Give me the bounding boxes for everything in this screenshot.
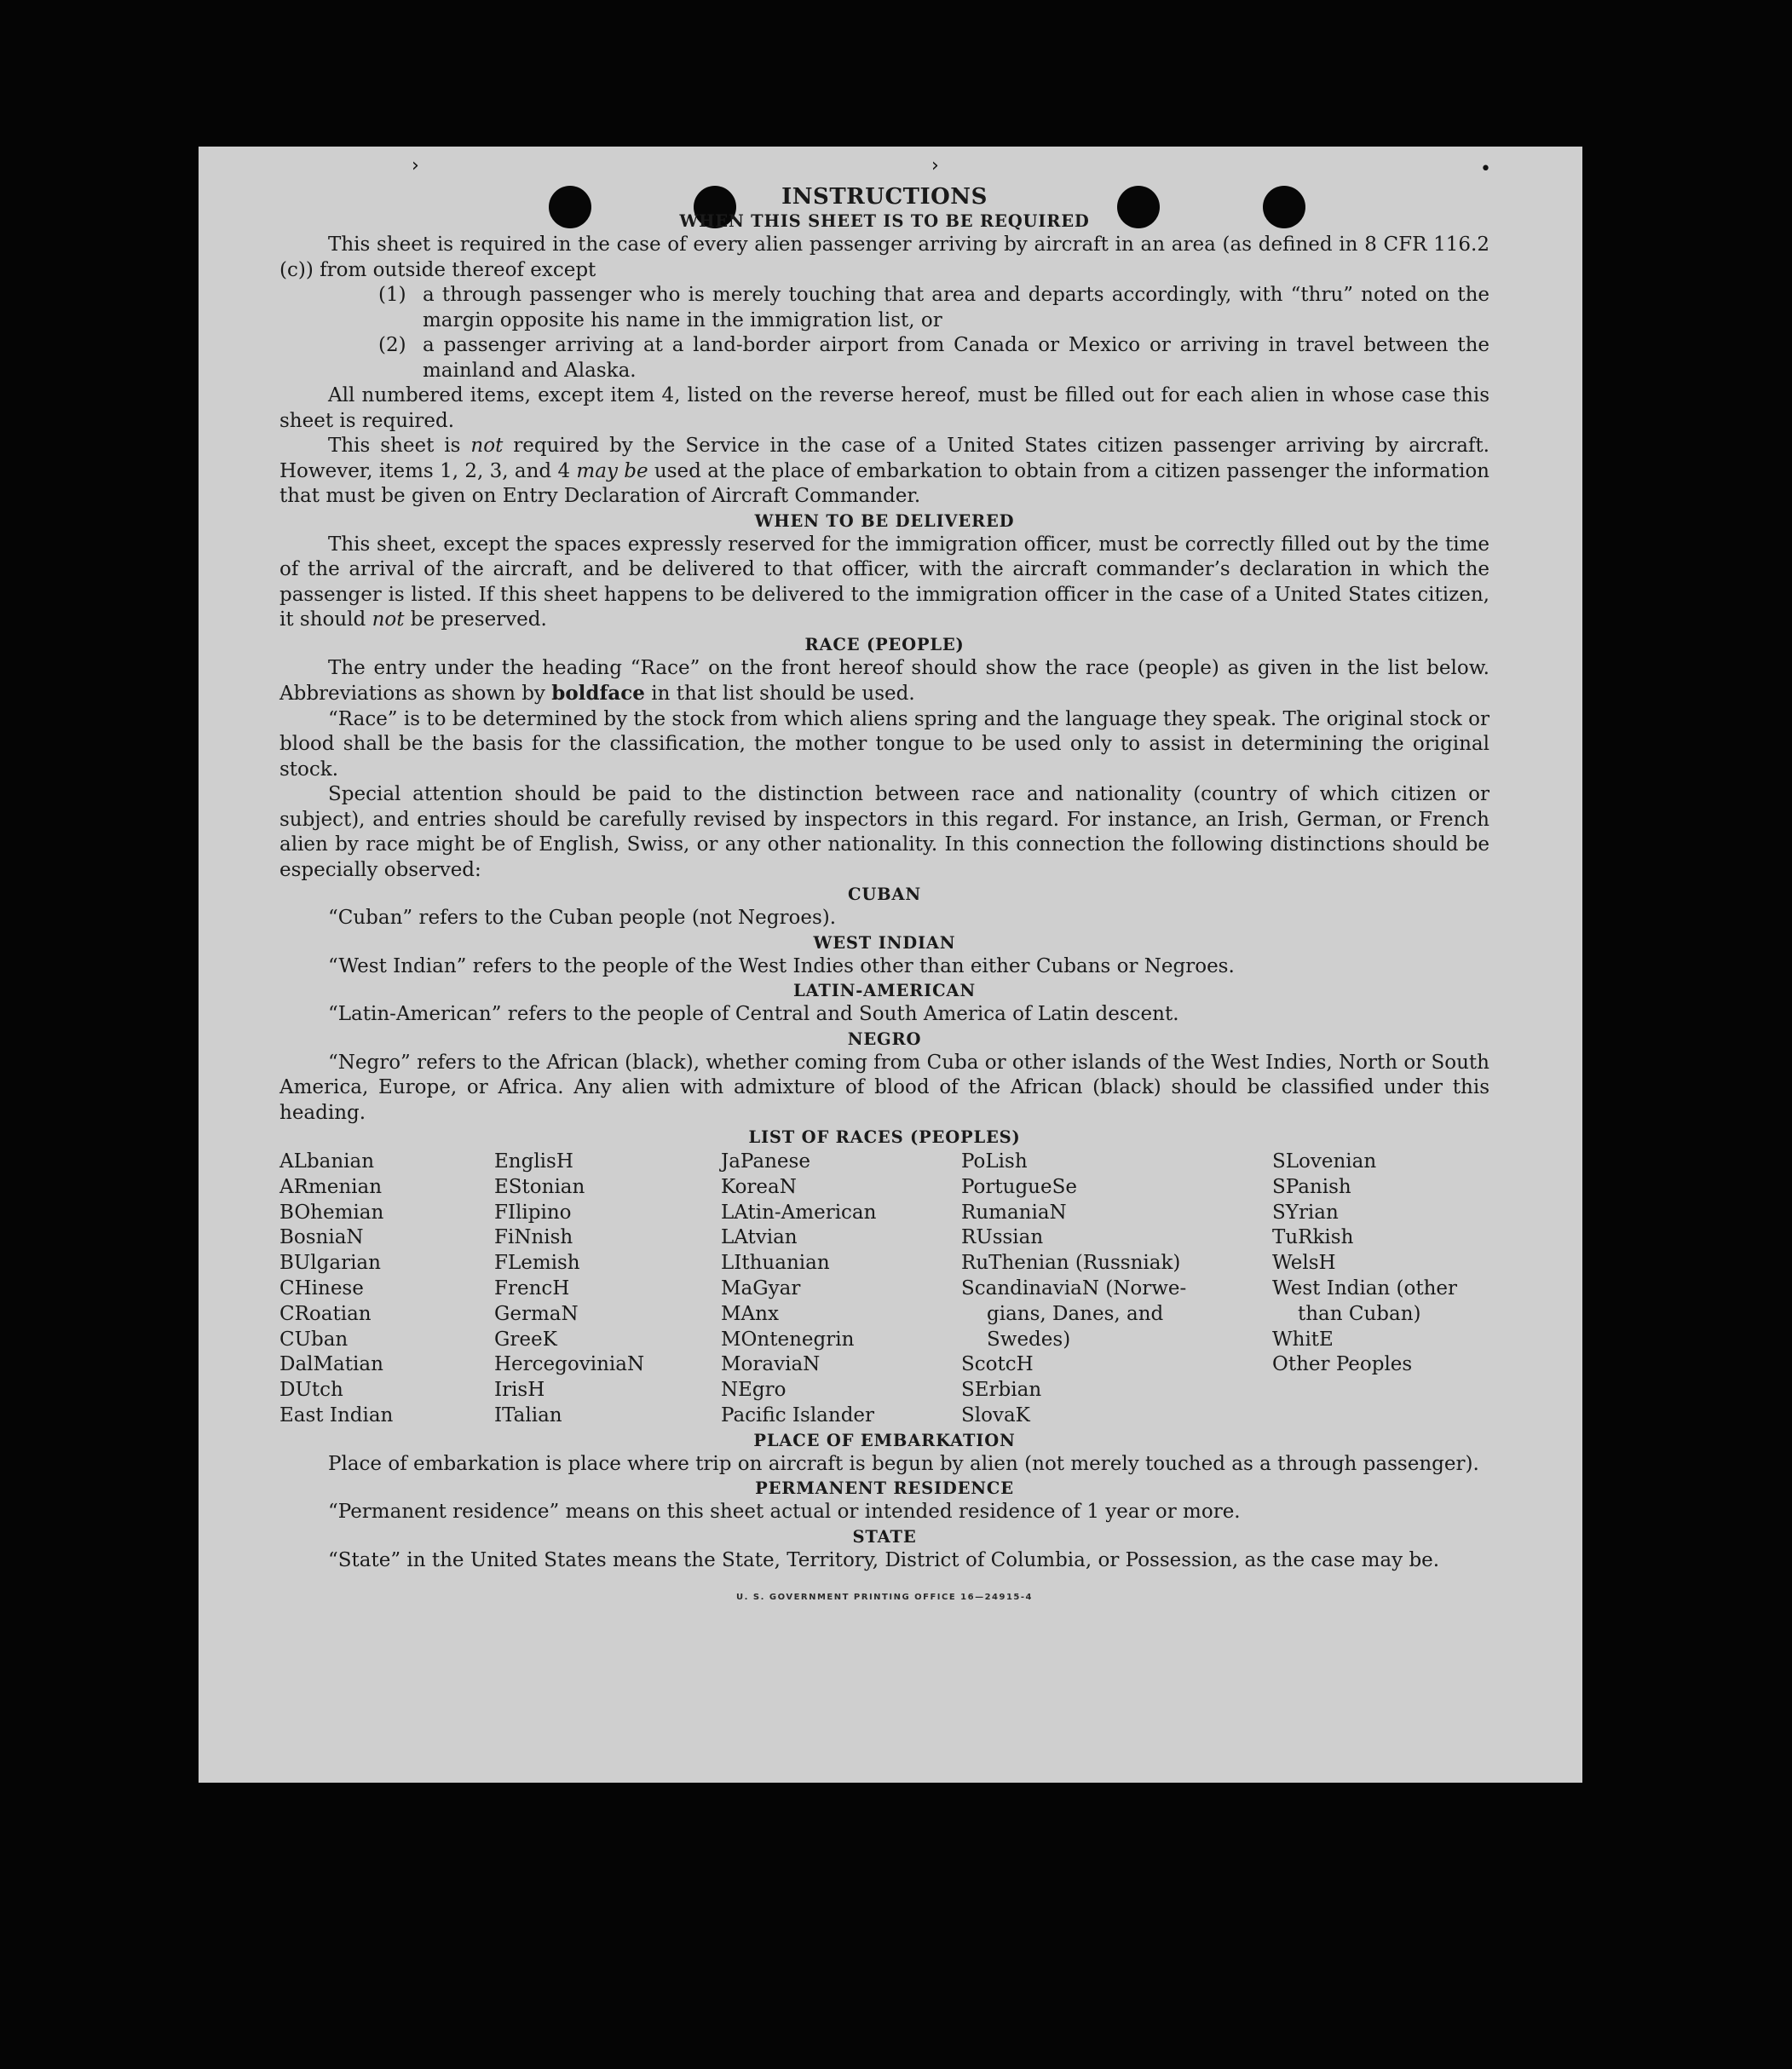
race-entry-continued: gians, Danes, and xyxy=(987,1302,1164,1325)
race-entry: LIthuanian xyxy=(721,1252,830,1275)
race-entry: LAtin-American xyxy=(721,1201,877,1224)
instructions-content xyxy=(279,184,1489,1611)
section-heading-state: STATE xyxy=(852,1526,917,1547)
race-entry: CRoatian xyxy=(279,1302,372,1325)
race-entry: GermaN xyxy=(494,1302,579,1325)
race-entry: Pacific Islander xyxy=(721,1403,875,1426)
race-entry: CUban xyxy=(279,1328,349,1351)
race-entry: HercegoviniaN xyxy=(494,1353,645,1376)
race-entry: BOhemian xyxy=(279,1201,384,1224)
race-entry: BUlgarian xyxy=(279,1252,381,1275)
section-heading-residence: PERMANENT RESIDENCE xyxy=(755,1478,1014,1499)
cuban-paragraph: “Cuban” refers to the Cuban people (not Negroes). xyxy=(328,907,837,929)
race-entry: SlovaK xyxy=(961,1403,1030,1426)
page-title: INSTRUCTIONS xyxy=(781,184,988,210)
race-entry: Other Peoples xyxy=(1272,1353,1413,1376)
exception-item xyxy=(378,333,1489,383)
race-entry: FLemish xyxy=(494,1252,580,1275)
section-heading-embarkation: PLACE OF EMBARKATION xyxy=(753,1430,1016,1450)
item-text: a passenger arriving at a land-border airport from Canada or Mexico or arriving in travel between the mainland and Alaska. xyxy=(423,334,1489,382)
race-entry: East Indian xyxy=(279,1403,394,1426)
race-entry: DUtch xyxy=(279,1379,343,1402)
race-entry: ITalian xyxy=(494,1403,562,1426)
race-entry: FrencH xyxy=(494,1277,570,1300)
races-list xyxy=(279,1150,1489,1429)
race-entry: MaGyar xyxy=(721,1277,801,1300)
race-entry: PortugueSe xyxy=(961,1175,1077,1198)
item-number: (1) xyxy=(378,284,406,306)
race-entry: ALbanian xyxy=(279,1150,375,1173)
negro-paragraph: “Negro” refers to the African (black), whether coming from Cuba or other islands of the West Indies, North or South America, Europe, or Africa. Any alien with admixture of blood of the African (black) should be classified under this heading. xyxy=(279,1051,1489,1124)
race-entry: MOntenegrin xyxy=(721,1328,855,1351)
section-heading-latin-american: LATIN-AMERICAN xyxy=(793,981,976,1000)
numbered-items-paragraph: All numbered items, except item 4, listed on the reverse hereof, must be filled out for each alien in whose case this sheet is required. xyxy=(279,384,1489,432)
item-text: a through passenger who is merely touching that area and departs accordingly, with “thru” noted on the margin opposite his name in the immigration list, or xyxy=(423,284,1489,331)
exception-item xyxy=(378,283,1489,333)
race-entry: SPanish xyxy=(1272,1175,1351,1198)
race-entry: GreeK xyxy=(494,1328,557,1351)
race-entry: PoLish xyxy=(961,1150,1028,1173)
race-paragraph-3: Special attention should be paid to the distinction between race and nationality (country of which citizen or subject), and entries should be carefully revised by inspectors in this regard. For instance, an Irish, German, or French alien by race might be of English, Swiss, or any other nationality. In this connection the following distinctions should be especially observed: xyxy=(279,783,1489,881)
latin-american-paragraph: “Latin-American” refers to the people of Central and South America of Latin descent. xyxy=(328,1003,1179,1025)
race-entry: RumaniaN xyxy=(961,1201,1067,1224)
race-entry: IrisH xyxy=(494,1379,545,1402)
speck: › xyxy=(931,155,939,176)
required-intro: This sheet is required in the case of every alien passenger arriving by aircraft in an area (as defined in 8 CFR 116.2 (c)) from outside thereof except xyxy=(279,233,1489,281)
race-entry: MAnx xyxy=(721,1302,779,1325)
race-entry-continued: than Cuban) xyxy=(1298,1302,1421,1325)
item-number: (2) xyxy=(378,334,406,356)
races-column xyxy=(961,1150,1272,1429)
residence-paragraph: “Permanent residence” means on this sheet actual or intended residence of 1 year or more. xyxy=(328,1501,1241,1524)
race-entry: SYrian xyxy=(1272,1201,1339,1224)
state-paragraph: “State” in the United States means the State, Territory, District of Columbia, or Possession, as the case may be. xyxy=(328,1548,1440,1571)
citizen-paragraph: This sheet is not required by the Service in the case of a United States citizen passenger arriving by aircraft. However, items 1, 2, 3, and 4 may be used at the place of embarkation to obtain from a citizen passenger the information that must be given on Entry Declaration of Aircraft Commander. xyxy=(279,435,1489,507)
race-entry: CHinese xyxy=(279,1277,364,1300)
section-heading-list-of-races: LIST OF RACES (PEOPLES) xyxy=(748,1127,1021,1147)
race-entry: BosniaN xyxy=(279,1226,364,1249)
race-entry: ScotcH xyxy=(961,1353,1034,1376)
race-paragraph-1: The entry under the heading “Race” on the front hereof should show the race (people) as given in the list below. Abbreviations as shown by boldface in that list should be used. xyxy=(279,656,1489,705)
race-entry: RUssian xyxy=(961,1226,1044,1249)
section-heading-cuban: CUBAN xyxy=(848,885,921,904)
race-entry: RuThenian (Russniak) xyxy=(961,1252,1181,1275)
races-column xyxy=(279,1150,494,1429)
races-column xyxy=(1272,1150,1489,1429)
race-entry: FIlipino xyxy=(494,1201,572,1224)
speck: › xyxy=(412,155,419,176)
race-entry: TuRkish xyxy=(1272,1226,1354,1249)
section-heading-race: RACE (PEOPLE) xyxy=(804,634,965,654)
race-entry: WelsH xyxy=(1272,1252,1336,1275)
race-entry: ScandinaviaN (Norwe- xyxy=(961,1277,1187,1300)
section-heading-west-indian: WEST INDIAN xyxy=(813,932,956,953)
race-entry: FiNnish xyxy=(494,1226,573,1249)
race-entry: MoraviaN xyxy=(721,1353,821,1376)
race-entry: West Indian (other xyxy=(1272,1277,1458,1300)
west-indian-paragraph: “West Indian” refers to the people of the West Indies other than either Cubans or Negroes. xyxy=(328,954,1235,977)
race-entry: KoreaN xyxy=(721,1175,797,1198)
race-entry: EStonian xyxy=(494,1175,585,1198)
races-column xyxy=(494,1150,721,1429)
race-entry: SErbian xyxy=(961,1379,1042,1402)
instruction-sheet xyxy=(199,147,1582,1783)
delivered-paragraph: This sheet, except the spaces expressly reserved for the immigration officer, must be correctly filled out by the time of the arrival of the aircraft, and be delivered to that officer, with the aircraft commander’s declaration in which the passenger is listed. If this sheet happens to be delivered to the immigration officer in the case of a United States citizen, it should not be preserved. xyxy=(279,533,1489,631)
speck: • xyxy=(1480,158,1491,180)
section-heading-delivered: WHEN TO BE DELIVERED xyxy=(754,510,1015,531)
embarkation-paragraph: Place of embarkation is place where trip on aircraft is begun by alien (not merely touched as a through passenger). xyxy=(328,1452,1479,1475)
race-entry: NEgro xyxy=(721,1379,787,1402)
race-entry: JaPanese xyxy=(721,1150,810,1173)
race-entry: WhitE xyxy=(1272,1328,1334,1351)
race-entry: EnglisH xyxy=(494,1150,573,1173)
printing-office-footer: U. S. GOVERNMENT PRINTING OFFICE 16—24915-4 xyxy=(736,1593,1033,1603)
race-entry-continued: Swedes) xyxy=(987,1328,1071,1351)
section-heading-required: WHEN THIS SHEET IS TO BE REQUIRED xyxy=(679,211,1090,231)
race-entry: SLovenian xyxy=(1272,1150,1377,1173)
section-heading-negro: NEGRO xyxy=(847,1029,922,1049)
race-entry: DalMatian xyxy=(279,1353,383,1376)
race-entry: LAtvian xyxy=(721,1226,798,1249)
race-paragraph-2: “Race” is to be determined by the stock from which aliens spring and the language they speak. The original stock or blood shall be the basis for the classification, the mother tongue to be used only to assist in determining the original stock. xyxy=(279,707,1489,781)
race-entry: ARmenian xyxy=(279,1175,383,1198)
races-column xyxy=(721,1150,961,1429)
